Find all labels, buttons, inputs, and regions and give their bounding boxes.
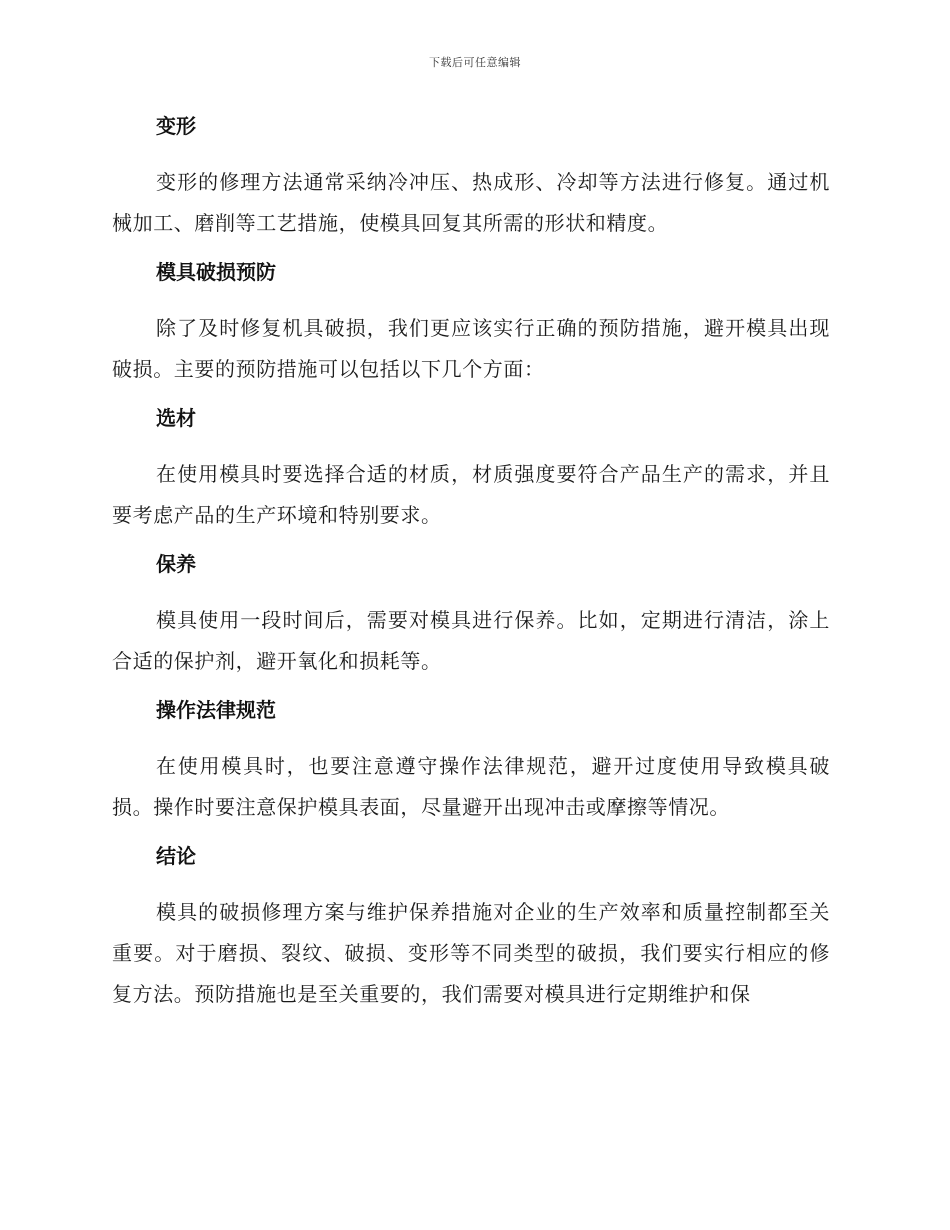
header-note: 下载后可任意编辑 [429, 56, 521, 69]
section-heading-conclusion: 结论 [156, 844, 196, 868]
section-heading-maintenance: 保养 [156, 552, 196, 576]
section-paragraph-damage-prevention: 除了及时修复机具破损，我们更应该实行正确的预防措施，避开模具出现破损。主要的预防措施可以包括以下几个方面： [112, 316, 830, 381]
section-paragraph-material-selection: 在使用模具时要选择合适的材质，材质强度要符合产品生产的需求，并且要考虑产品的生产环境和特别要求。 [112, 462, 830, 527]
section-heading-operation-rules: 操作法律规范 [156, 698, 276, 722]
section-paragraph-deformation: 变形的修理方法通常采纳冷冲压、热成形、冷却等方法进行修复。通过机械加工、磨削等工艺措施，使模具回复其所需的形状和精度。 [112, 170, 830, 235]
section-paragraph-maintenance: 模具使用一段时间后，需要对模具进行保养。比如，定期进行清洁，涂上合适的保护剂，避开氧化和损耗等。 [112, 608, 830, 673]
section-paragraph-operation-rules: 在使用模具时，也要注意遵守操作法律规范，避开过度使用导致模具破损。操作时要注意保护模具表面，尽量避开出现冲击或摩擦等情况。 [112, 754, 830, 819]
section-heading-damage-prevention: 模具破损预防 [156, 260, 276, 284]
document-body [112, 110, 830, 1027]
section-heading-material-selection: 选材 [156, 406, 196, 430]
section-heading-deformation: 变形 [156, 114, 196, 138]
section-paragraph-conclusion: 模具的破损修理方案与维护保养措施对企业的生产效率和质量控制都至关重要。对于磨损、裂纹、破损、变形等不同类型的破损，我们要实行相应的修复方法。预防措施也是至关重要的，我们需要对模具进行定期维护和保 [112, 900, 830, 1006]
